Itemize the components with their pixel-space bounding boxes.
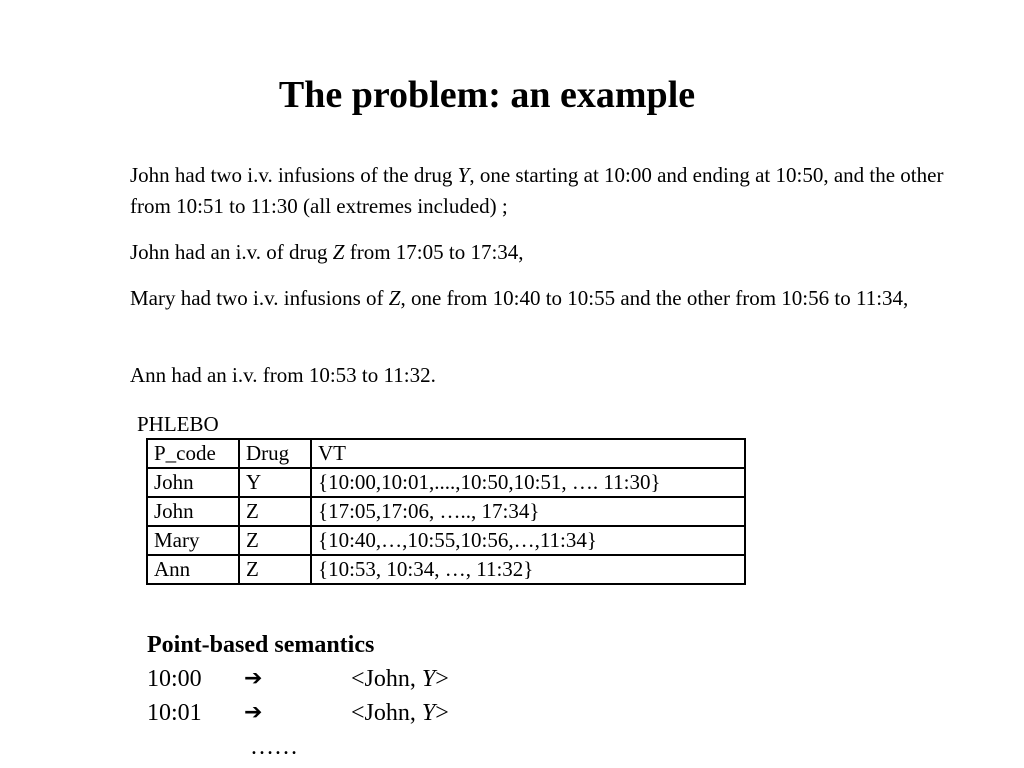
text-segment: Ann had an i.v. from 10:53 to 11:32. bbox=[130, 363, 436, 387]
point-based-semantics bbox=[147, 628, 507, 764]
text-segment: John had two i.v. infusions of the drug bbox=[130, 163, 458, 187]
semantics-row bbox=[147, 696, 507, 730]
cell-vt: {10:00,10:01,....,10:50,10:51, …. 11:30} bbox=[311, 468, 745, 497]
table-caption: PHLEBO bbox=[137, 412, 219, 436]
drug-name: Z bbox=[332, 240, 345, 264]
tuple bbox=[351, 662, 449, 696]
paragraph-mary-z bbox=[130, 283, 950, 314]
time-point: 10:01 bbox=[147, 700, 202, 726]
tuple bbox=[351, 696, 449, 730]
semantics-ellipsis-row bbox=[147, 730, 507, 764]
table-row bbox=[147, 468, 745, 497]
table-row bbox=[147, 555, 745, 584]
cell-drug: Y bbox=[239, 468, 311, 497]
drug-name: Z bbox=[388, 286, 401, 310]
cell-drug: Z bbox=[239, 526, 311, 555]
paragraph-john-y bbox=[130, 160, 950, 222]
cell-drug: Z bbox=[239, 497, 311, 526]
cell-p-code: Ann bbox=[147, 555, 239, 584]
column-header-p-code: P_code bbox=[147, 439, 239, 468]
ellipsis: …… bbox=[250, 734, 298, 760]
table-row bbox=[147, 526, 745, 555]
table-header-row bbox=[147, 439, 745, 468]
paragraph-john-z bbox=[130, 237, 950, 268]
cell-p-code: John bbox=[147, 497, 239, 526]
tuple-drug: Y bbox=[421, 666, 436, 692]
cell-p-code: Mary bbox=[147, 526, 239, 555]
cell-vt: {10:53, 10:34, …, 11:32} bbox=[311, 555, 745, 584]
text-segment: , one from 10:40 to 10:55 and the other from 10:56 to 11:34, bbox=[400, 286, 909, 310]
text-segment: John had an i.v. of drug bbox=[130, 240, 333, 264]
semantics-row bbox=[147, 662, 507, 696]
tuple-text: <John, bbox=[351, 700, 422, 726]
cell-vt: {17:05,17:06, ….., 17:34} bbox=[311, 497, 745, 526]
text-segment: from 17:05 to 17:34, bbox=[344, 240, 524, 264]
semantics-title: Point-based semantics bbox=[147, 632, 375, 658]
cell-drug: Z bbox=[239, 555, 311, 584]
phlebo-table bbox=[146, 438, 746, 585]
time-point: 10:00 bbox=[147, 666, 202, 692]
text-segment: Mary had two i.v. infusions of bbox=[130, 286, 389, 310]
table-row bbox=[147, 497, 745, 526]
column-header-drug: Drug bbox=[239, 439, 311, 468]
tuple-drug: Y bbox=[421, 700, 436, 726]
tuple-text: > bbox=[435, 700, 449, 726]
drug-name: Y bbox=[457, 163, 470, 187]
column-header-vt: VT bbox=[311, 439, 745, 468]
tuple-text: > bbox=[435, 666, 449, 692]
cell-vt: {10:40,…,10:55,10:56,…,11:34} bbox=[311, 526, 745, 555]
paragraph-ann bbox=[130, 360, 950, 391]
cell-p-code: John bbox=[147, 468, 239, 497]
slide-title: The problem: an example bbox=[278, 74, 696, 116]
arrow-right-icon: ➔ bbox=[244, 666, 263, 691]
text-segment: , one starting at 10:00 and ending at 10:50, and the other from 10:51 to 11:30 (all extremes included) ; bbox=[130, 163, 944, 218]
arrow-right-icon: ➔ bbox=[244, 700, 263, 725]
tuple-text: <John, bbox=[351, 666, 422, 692]
